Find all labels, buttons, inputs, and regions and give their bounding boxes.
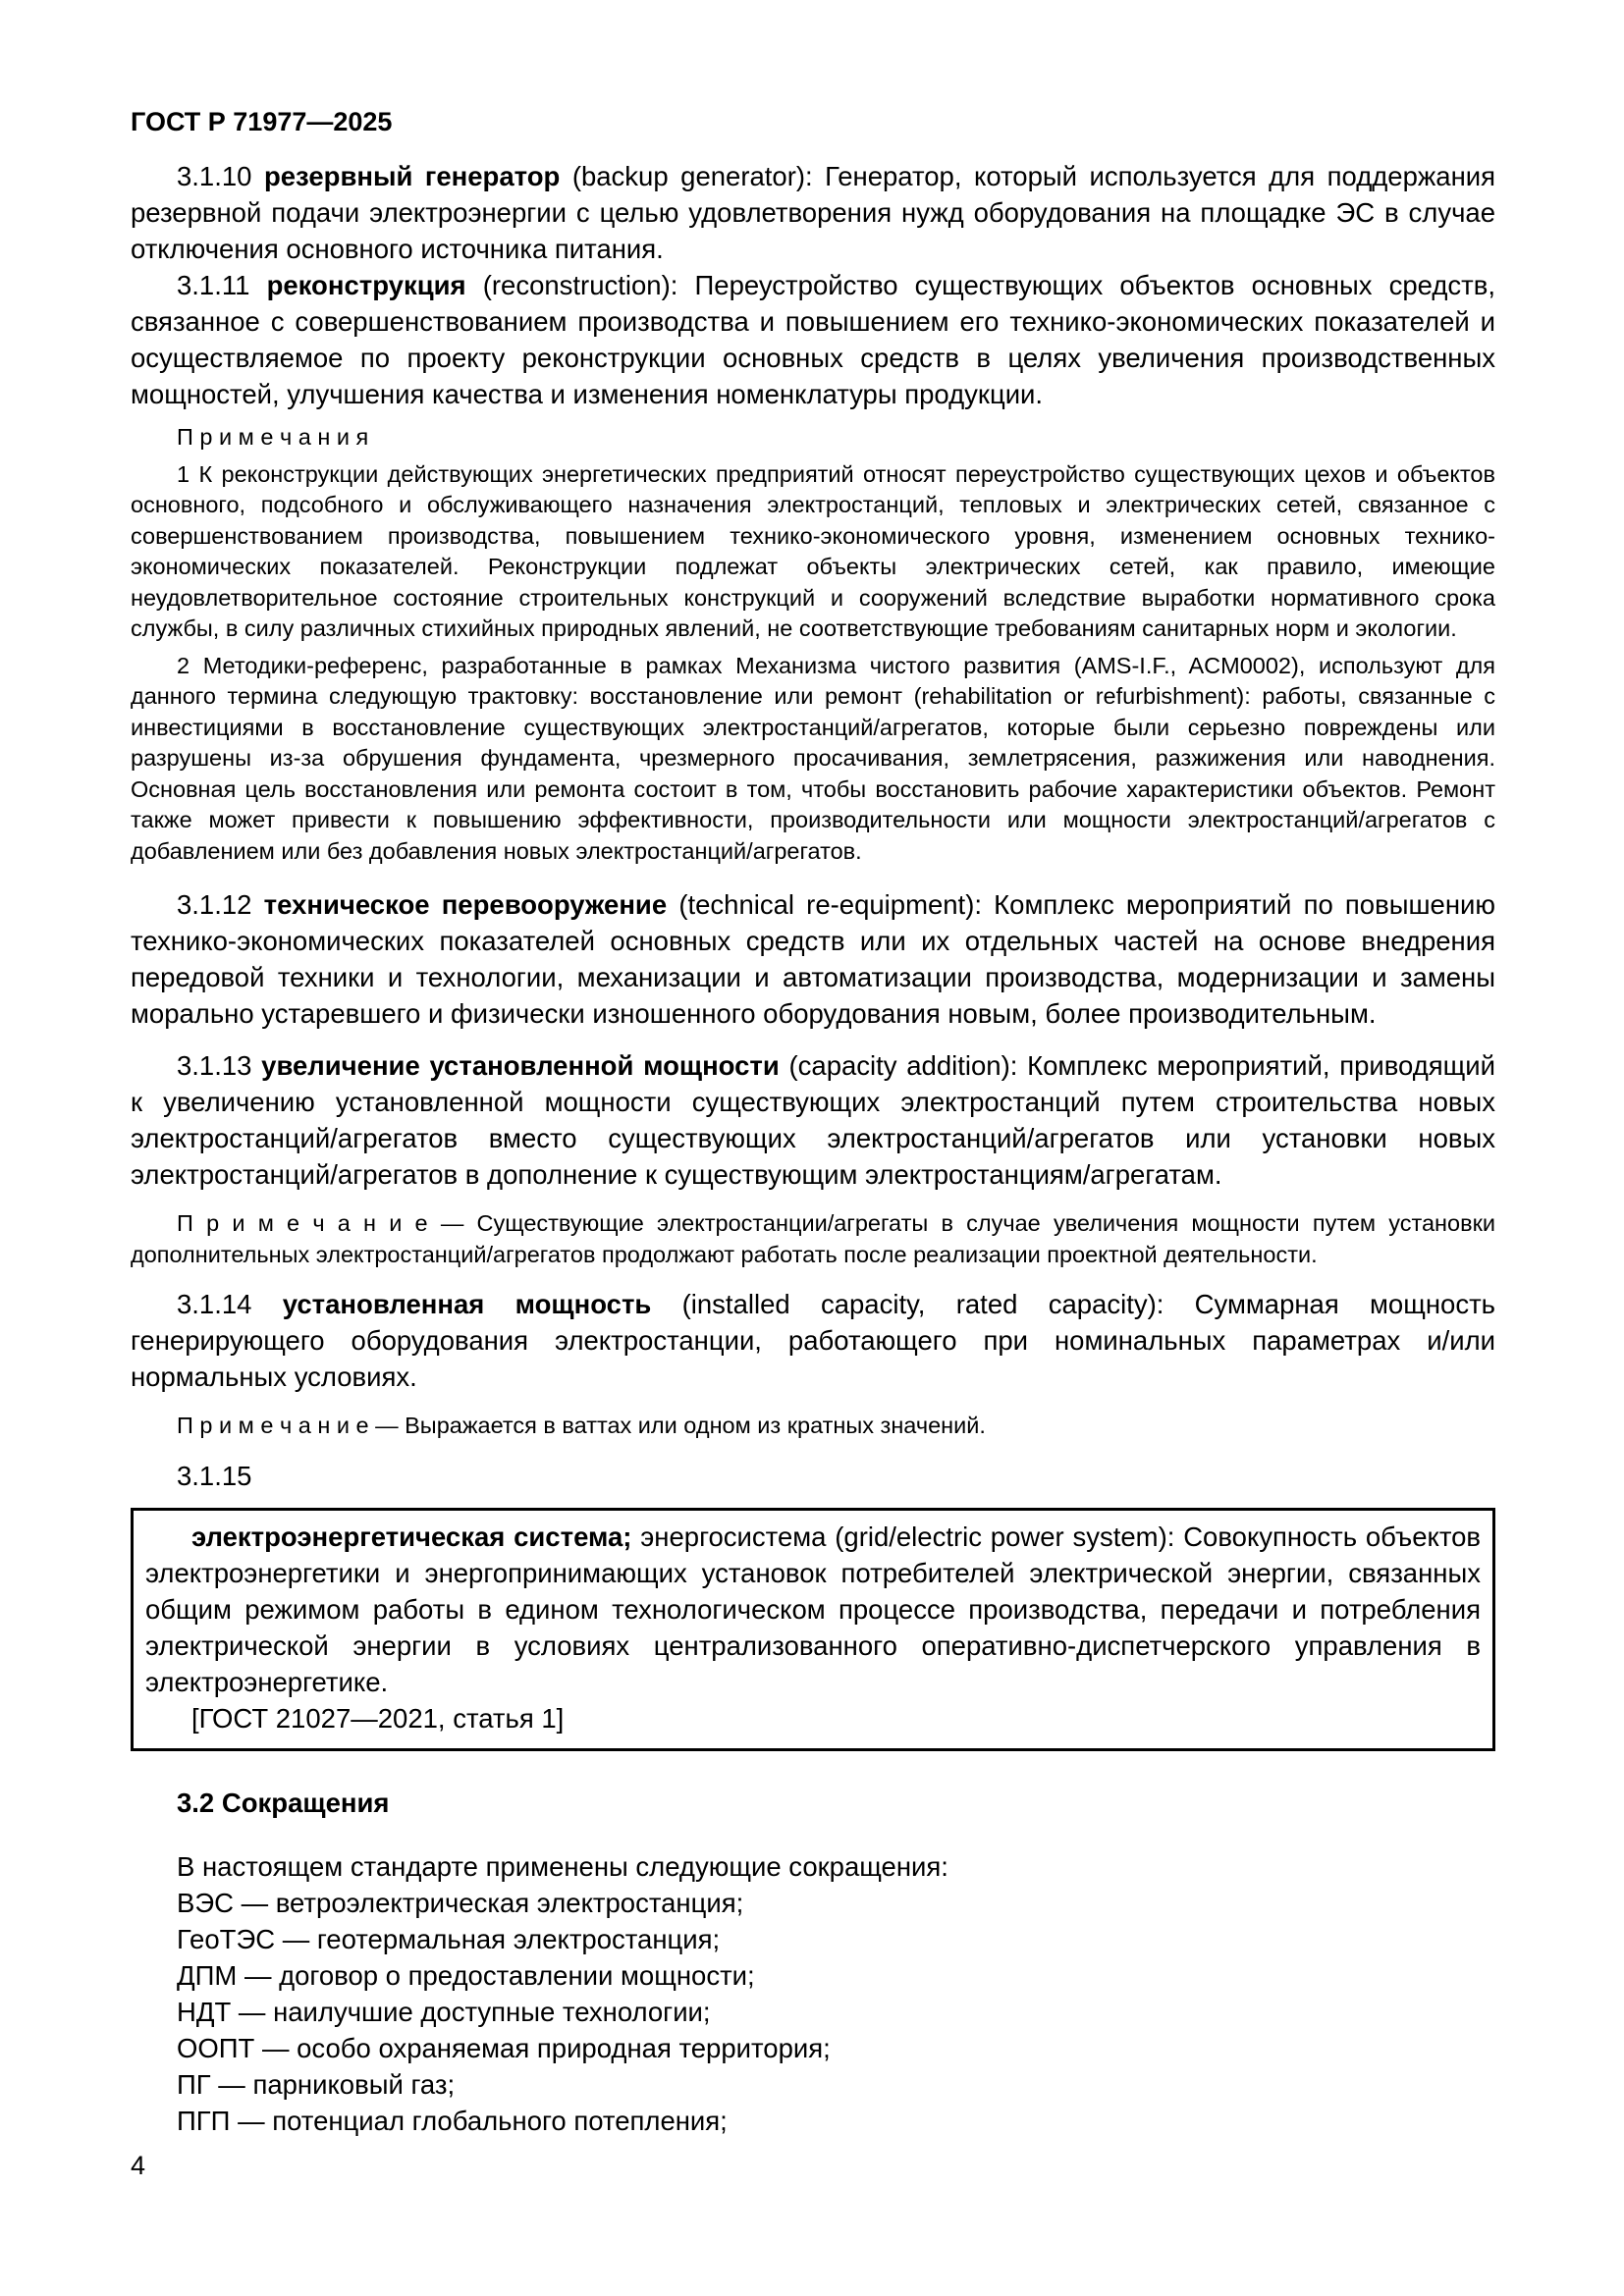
- term-number: 3.1.10: [177, 161, 252, 191]
- term-title: установленная мощность: [282, 1289, 652, 1319]
- term-number: 3.1.11: [177, 270, 250, 300]
- term-definition: (reconstruction): Переустройство существующих объектов основных средств, связанное с совершенствованием производства и повышением его технико-экономических показателей и осуществляемое по проекту реконструкции основных средств в целях увеличения производственных мощностей, улучшения качества и изменения номенклатуры продукции.: [131, 270, 1496, 409]
- note-3-1-14: [131, 1411, 1495, 1442]
- term-title: увеличение установленной мощности: [261, 1050, 780, 1081]
- abbreviation-item: НДТ — наилучшие доступные технологии;: [177, 1996, 711, 2027]
- note-item-1: 1 К реконструкции действующих энергетических предприятий относят переустройство существующих цехов и объектов основного, подсобного и обслуживающего назначения электростанций, тепловых и электрических сетей, связанное с совершенствованием производства, повышением технико-экономического уровня, изменением основных технико-экономических показателей. Реконструкции подлежат объекты электрических сетей, как правило, имеющие неудовлетворительное состояние строительных конструкций и сооружений вследствие выработки нормативного срока службы, в силу различных стихийных природных явлений, не соответствующие требованиям санитарных норм и экологии.: [131, 460, 1495, 641]
- boxed-term-paragraph: [145, 1519, 1481, 1700]
- note-text: — Существующие электростанции/агрегаты в случае увеличения мощности путем установки дополнительных электростанций/агрегатов продолжают работать после реализации проектной деятельности.: [131, 1210, 1495, 1267]
- term-number: 3.1.13: [177, 1050, 252, 1081]
- boxed-source-reference: [ГОСТ 21027—2021, статья 1]: [191, 1702, 565, 1734]
- note-item-2: 2 Методики-референс, разработанные в рамках Механизма чистого развития (AMS-I.F., ACM0002), используют для данного термина следующую трактовку: восстановление или ремонт (rehabilitation or refurbishment): работы, связанные с инвестициями в восстановление существующих электростанций/агрегатов, которые были серьезно повреждены или разрушены из-за обрушения фундамента, чрезмерного просачивания, землетрясения, разжижения или наводнения. Основная цель восстановления или ремонта состоит в том, чтобы восстановить рабочие характеристики объектов. Ремонт также может привести к повышению эффективности, производительности или мощности электростанций/агрегатов с добавлением или без добавления новых электростанций/агрегатов.: [131, 652, 1495, 864]
- term-title: электроэнергетическая система;: [191, 1521, 632, 1552]
- section-heading-3-2: 3.2 Сокращения: [177, 1787, 390, 1818]
- abbreviation-item: ПГП — потенциал глобального потепления;: [177, 2105, 728, 2136]
- term-definition: энергосистема (grid/electric power system): Совокупность объектов электроэнергетики и энергопринимающих установок потребителей электрической энергии, связанных общим режимом работы в едином технологическом процессе производства, передачи и потребления электрической энергии в условиях централизованного оперативно-диспетчерского управления в электроэнергетике.: [145, 1521, 1482, 1697]
- abbreviations-intro: В настоящем стандарте применены следующие сокращения:: [177, 1850, 948, 1882]
- abbreviation-item: ООПТ — особо охраняемая природная территория;: [177, 2032, 831, 2063]
- term-entry-3-1-11: [131, 267, 1495, 412]
- term-definition: (backup generator): Генератор, который используется для поддержания резервной подачи электроэнергии с целью удовлетворения нужд оборудования на площадке ЭС в случае отключения основного источника питания.: [131, 161, 1496, 264]
- abbreviation-item: ГеоТЭС — геотермальная электростанция;: [177, 1923, 721, 1954]
- note-text: — Выражается в ваттах или одном из кратных значений.: [375, 1413, 986, 1438]
- doc-number: ГОСТ Р 71977—2025: [131, 107, 393, 136]
- term-entry-3-1-12: [131, 886, 1495, 1032]
- note-3-1-13: [131, 1208, 1495, 1270]
- term-entry-3-1-13: [131, 1047, 1495, 1193]
- term-number: 3.1.14: [177, 1289, 252, 1319]
- term-definition: (technical re-equipment): Комплекс мероприятий по повышению технико-экономических показателей основных средств или их отдельных частей на основе внедрения передовой техники и технологии, механизации и автоматизации производства, модернизации и замены морально устаревшего и физически изношенного оборудования новым, более производительным.: [131, 889, 1496, 1029]
- page-number: 4: [131, 2151, 146, 2180]
- term-entry-3-1-14: [131, 1286, 1495, 1395]
- term-number-3-1-15: 3.1.15: [177, 1460, 252, 1491]
- abbreviation-item: ДПМ — договор о предоставлении мощности;: [177, 1959, 755, 1991]
- term-number: 3.1.12: [177, 889, 252, 920]
- term-definition: (capacity addition): Комплекс мероприятий, приводящий к увеличению установленной мощности существующих электростанций путем строительства новых электростанций/агрегатов вместо существующих электростанций/агрегатов или установки новых электростанций/агрегатов в дополнение к существующим электростанциям/агрегатам.: [131, 1050, 1496, 1190]
- notes-title: П р и м е ч а н и я: [177, 424, 369, 450]
- note-label: П р и м е ч а н и е: [177, 1210, 428, 1236]
- term-title: реконструкция: [266, 270, 466, 300]
- abbreviation-item: ВЭС — ветроэлектрическая электростанция;: [177, 1887, 744, 1918]
- boxed-definition: [131, 1508, 1495, 1751]
- abbreviation-item: ПГ — парниковый газ;: [177, 2068, 456, 2100]
- term-entry-3-1-10: [131, 158, 1495, 267]
- term-definition: (installed capacity, rated capacity): Суммарная мощность генерирующего оборудования электростанции, работающего при номинальных параметрах и/или нормальных условиях.: [131, 1289, 1496, 1392]
- term-title: техническое перевооружение: [263, 889, 668, 920]
- term-title: резервный генератор: [263, 161, 561, 191]
- note-label: П р и м е ч а н и е: [177, 1413, 369, 1438]
